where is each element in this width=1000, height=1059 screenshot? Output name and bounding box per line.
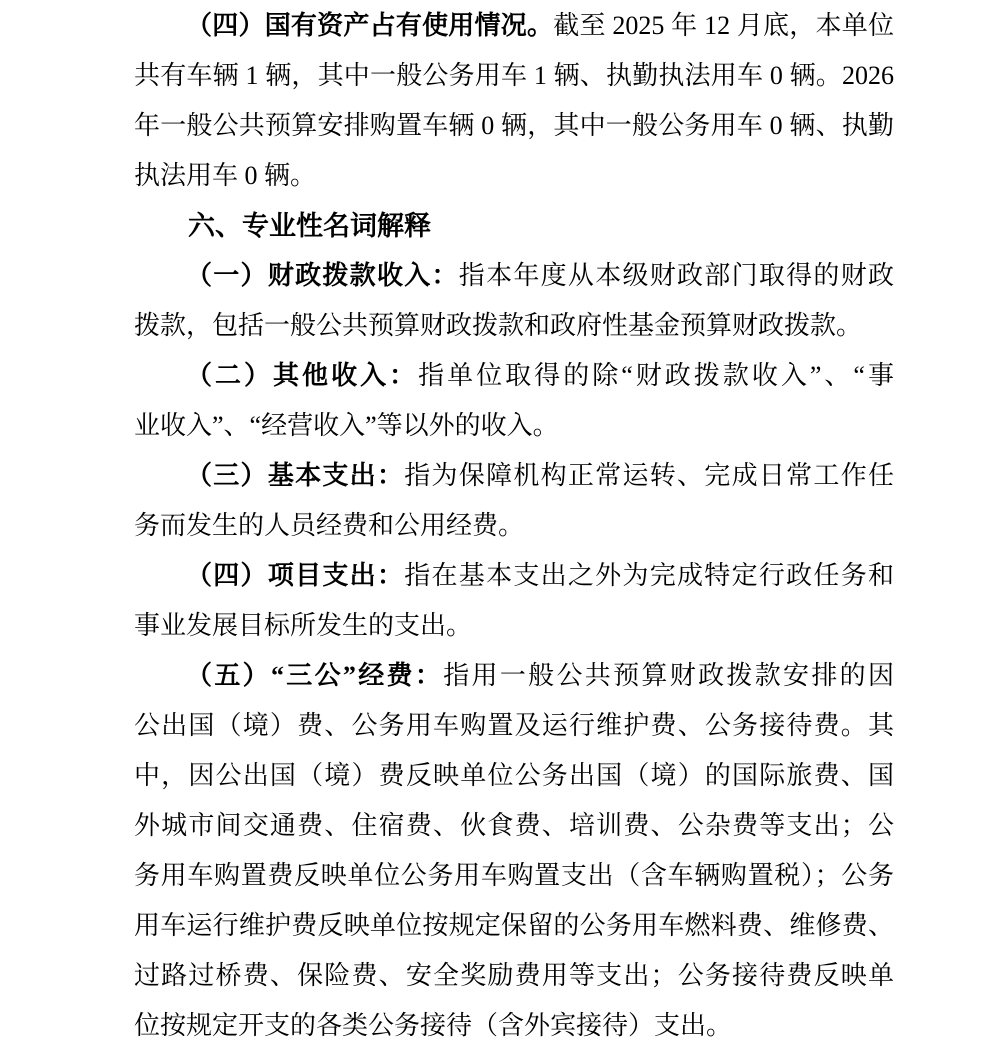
text-line [134,401,894,451]
text-line [134,951,894,1001]
text-line [134,301,894,351]
line-text: 过路过桥费、保险费、安全奖励费用等支出；公务接待费反映单 [134,961,894,990]
text-line [134,651,894,701]
line-text: 指本年度从本级财政部门取得的财政 [458,261,894,290]
line-text: 共有车辆 1 辆，其中一般公务用车 1 辆、执勤执法用车 0 辆。2026 [134,61,894,90]
text-line [134,1,894,51]
line-text: 执法用车 0 辆。 [134,161,317,190]
line-text: 指单位取得的除“财政拨款收入”、“事 [418,361,894,390]
line-text: 业收入”、“经营收入”等以外的收入。 [134,411,559,440]
paragraph-lead-bold: （二）其他收入： [186,361,419,390]
text-line [134,551,894,601]
line-text: 拨款，包括一般公共预算财政拨款和政府性基金预算财政拨款。 [134,311,863,340]
text-line [134,101,894,151]
document-body [134,1,894,1051]
line-text: 指在基本支出之外为完成特定行政任务和 [404,561,894,590]
paragraph-lead-bold: （三）基本支出： [186,461,405,490]
text-line [134,351,894,401]
line-text: 务用车购置费反映单位公务用车购置支出（含车辆购置税）；公务 [134,861,894,890]
paragraph-lead-bold: （四）项目支出： [186,561,405,590]
text-line [134,1001,894,1051]
section-heading [134,201,894,251]
text-line [134,251,894,301]
line-text: 指为保障机构正常运转、完成日常工作任 [404,461,894,490]
line-text: 外城市间交通费、住宿费、伙食费、培训费、公杂费等支出；公 [134,811,894,840]
line-text: 公出国（境）费、公务用车购置及运行维护费、公务接待费。其 [134,711,894,740]
line-text: 指用一般公共预算财政拨款安排的因 [443,661,894,690]
text-line [134,451,894,501]
section-heading-text: 六、专业性名词解释 [188,211,431,241]
text-line [134,751,894,801]
line-text: 用车运行维护费反映单位按规定保留的公务用车燃料费、维修费、 [134,911,894,940]
text-line [134,151,894,201]
paragraph-lead-bold: （四）国有资产占有使用情况。 [186,11,554,40]
line-text: 年一般公共预算安排购置车辆 0 辆，其中一般公务用车 0 辆、执勤 [134,111,894,140]
text-line [134,851,894,901]
text-line [134,701,894,751]
text-line [134,501,894,551]
line-text: 务而发生的人员经费和公用经费。 [134,511,525,540]
paragraph-lead-bold: （一）财政拨款收入： [186,261,459,290]
paragraph-lead-bold: （五）“三公”经费： [186,661,444,690]
line-text: 中，因公出国（境）费反映单位公务出国（境）的国际旅费、国 [134,761,894,790]
text-line [134,51,894,101]
text-line [134,601,894,651]
line-text: 事业发展目标所发生的支出。 [134,611,473,640]
text-line [134,801,894,851]
line-text: 截至 2025 年 12 月底，本单位 [553,11,894,40]
text-line [134,901,894,951]
line-text: 位按规定开支的各类公务接待（含外宾接待）支出。 [134,1011,733,1040]
